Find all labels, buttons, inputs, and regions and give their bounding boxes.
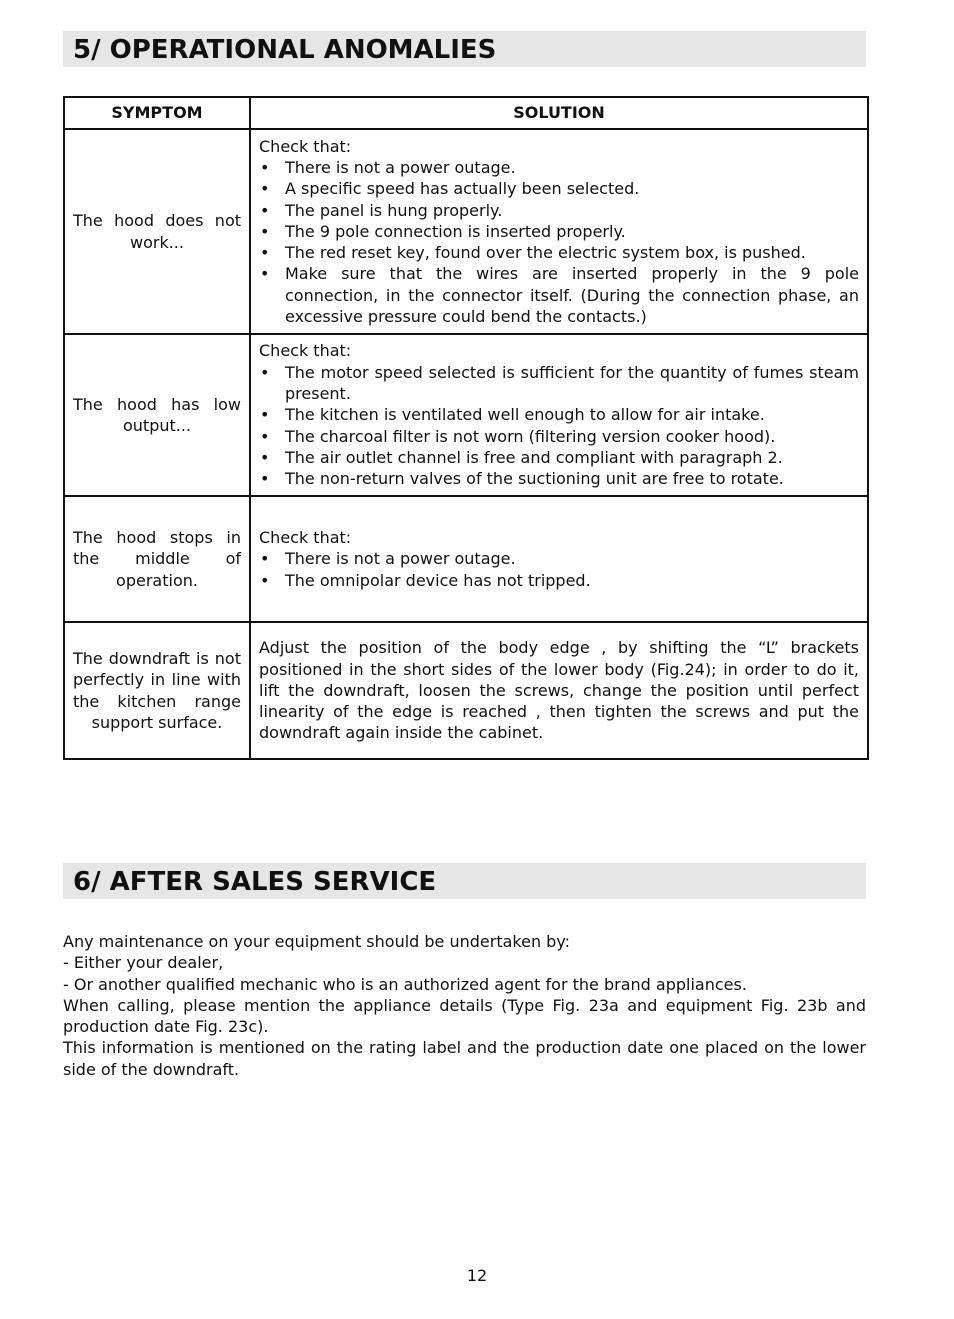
solution-list bbox=[259, 157, 859, 327]
solution-cell bbox=[250, 496, 868, 622]
solution-item: • The red reset key, found over the electric system box, is pushed. bbox=[259, 242, 859, 263]
solution-item: • The air outlet channel is free and compliant with paragraph 2. bbox=[259, 447, 859, 468]
paragraph-line: Any maintenance on your equipment should be undertaken by: bbox=[63, 932, 571, 951]
anomalies-table bbox=[63, 96, 869, 760]
section-6-title: 6/ AFTER SALES SERVICE bbox=[63, 863, 866, 899]
solution-cell bbox=[250, 334, 868, 496]
solution-item: • The motor speed selected is sufficient for the quantity of fumes steam present. bbox=[259, 362, 859, 405]
paragraph-line: This information is mentioned on the rating label and the production date one placed on the lower side of the downdraft. bbox=[63, 1038, 866, 1079]
solution-item: • There is not a power outage. bbox=[259, 548, 859, 569]
solution-item: • The charcoal filter is not worn (filtering version cooker hood). bbox=[259, 426, 859, 447]
symptom-header: SYMPTOM bbox=[64, 97, 250, 129]
solution-intro: Check that: bbox=[259, 528, 352, 548]
table-row bbox=[64, 334, 868, 496]
paragraph-line: When calling, please mention the appliance details (Type Fig. 23a and equipment Fig. 23b and production date Fig. 23c). bbox=[63, 995, 866, 1037]
table-row bbox=[64, 129, 868, 334]
solution-intro: Check that: bbox=[259, 136, 352, 156]
solution-item: • The kitchen is ventilated well enough to allow for air intake. bbox=[259, 404, 859, 425]
solution-cell bbox=[250, 129, 868, 334]
symptom-cell: The hood has low output... bbox=[64, 334, 250, 496]
solution-item: • Make sure that the wires are inserted properly in the 9 pole connection, in the connector itself. (During the connection phase, an excessive pressure could bend the contacts.) bbox=[259, 263, 859, 327]
paragraph-line: - Either your dealer, bbox=[63, 953, 224, 973]
solution-intro: Check that: bbox=[259, 341, 352, 361]
solution-list bbox=[259, 362, 859, 490]
symptom-cell: The hood does not work... bbox=[64, 129, 250, 334]
solution-item: • The panel is hung properly. bbox=[259, 200, 859, 221]
paragraph-line: - Or another qualified mechanic who is an authorized agent for the brand appliances. bbox=[63, 974, 747, 994]
table-row bbox=[64, 622, 868, 759]
page-number: 12 bbox=[466, 1266, 488, 1285]
solution-item: • There is not a power outage. bbox=[259, 157, 859, 178]
table-header-row bbox=[64, 97, 868, 129]
solution-item: • The omnipolar device has not tripped. bbox=[259, 570, 859, 591]
symptom-cell: The downdraft is not perfectly in line with the kitchen range support surface. bbox=[64, 622, 250, 759]
table-row bbox=[64, 496, 868, 622]
section-5-title: 5/ OPERATIONAL ANOMALIES bbox=[63, 31, 866, 67]
symptom-cell: The hood stops in the middle of operation. bbox=[64, 496, 250, 622]
solution-item: • The non-return valves of the suctioning unit are free to rotate. bbox=[259, 468, 859, 489]
solution-cell: Adjust the position of the body edge , by shifting the “L” brackets positioned in the short sides of the lower body (Fig.24); in order to do it, lift the downdraft, loosen the screws, change the position until perfect linearity of the edge is reached , then tighten the screws and put the downdraft again inside the cabinet. bbox=[250, 622, 868, 759]
after-sales-text bbox=[63, 931, 866, 1080]
solution-header: SOLUTION bbox=[250, 97, 868, 129]
solution-item: • The 9 pole connection is inserted properly. bbox=[259, 221, 859, 242]
solution-list bbox=[259, 548, 859, 591]
solution-item: • A specific speed has actually been selected. bbox=[259, 178, 859, 199]
